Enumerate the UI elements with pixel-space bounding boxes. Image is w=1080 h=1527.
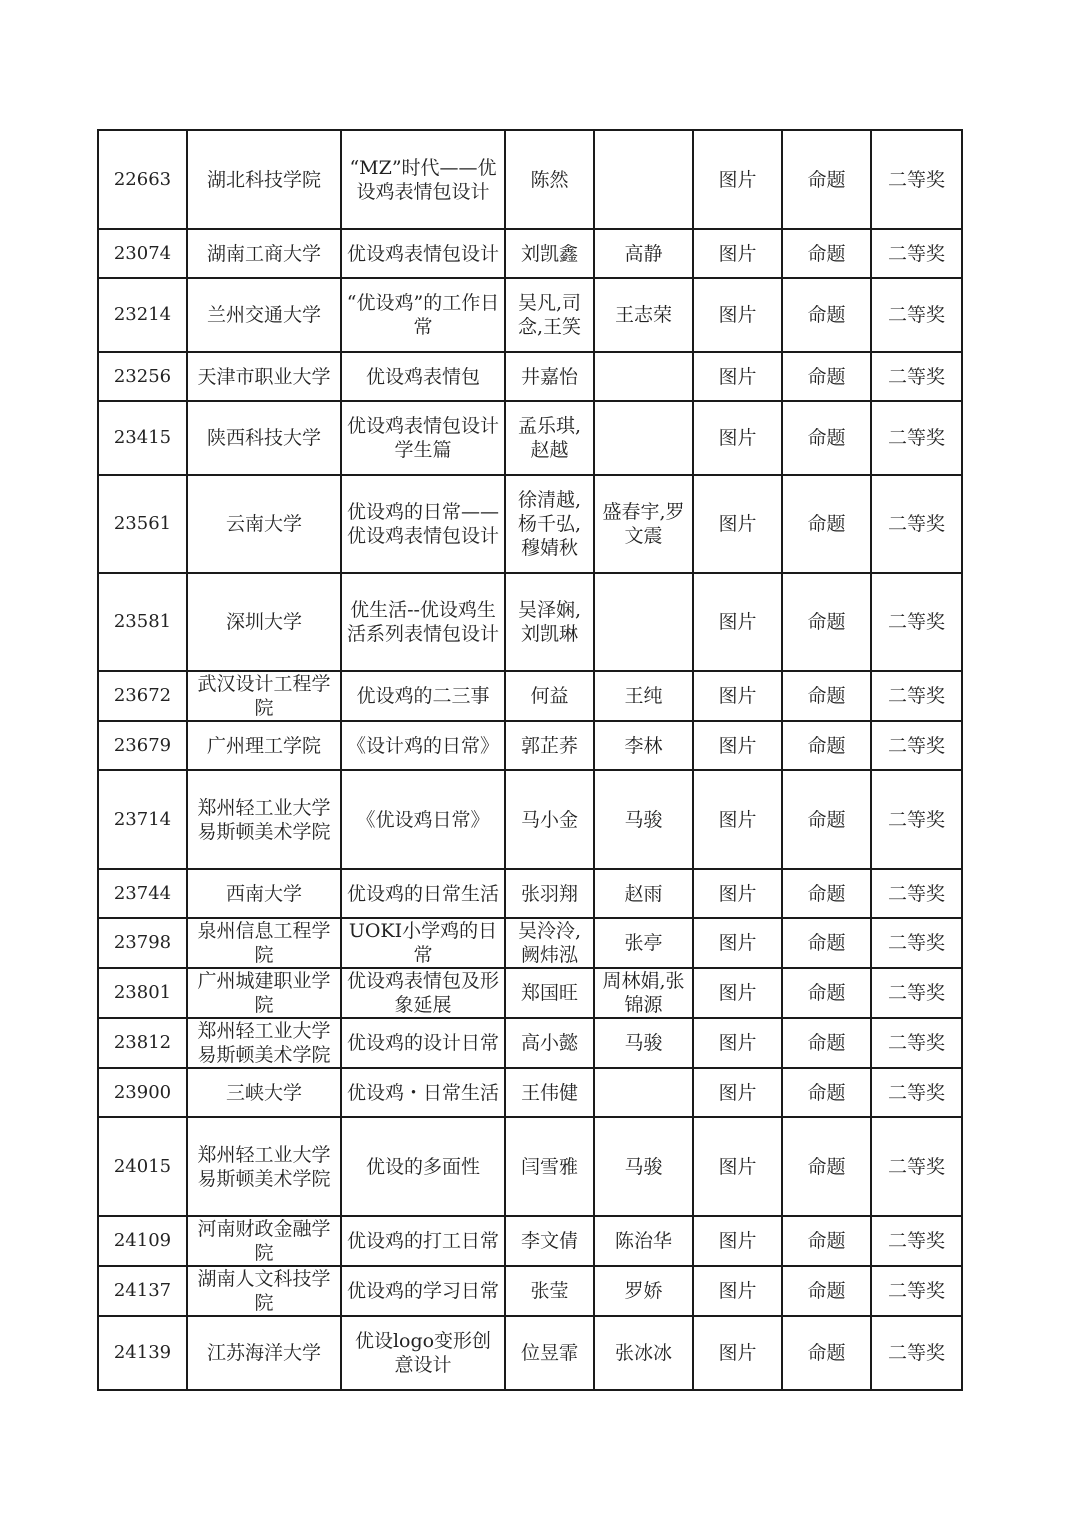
work-title-cell: 优设鸡的设计日常 — [341, 1018, 505, 1068]
work-type-cell: 图片 — [693, 1117, 782, 1216]
school-cell: 云南大学 — [187, 475, 341, 573]
category-cell: 命题 — [782, 1316, 871, 1390]
authors-cell: 陈然 — [505, 130, 594, 229]
advisor-cell — [594, 401, 693, 475]
authors-cell: 吴泠泠,阙炜泓 — [505, 918, 594, 968]
entry-id-cell: 23672 — [98, 671, 187, 721]
award-cell: 二等奖 — [871, 573, 962, 671]
entry-id-cell: 23812 — [98, 1018, 187, 1068]
award-cell: 二等奖 — [871, 401, 962, 475]
table-row — [98, 1216, 962, 1266]
category-cell: 命题 — [782, 1018, 871, 1068]
school-cell: 武汉设计工程学院 — [187, 671, 341, 721]
table-row — [98, 475, 962, 573]
table-row — [98, 352, 962, 401]
work-title-cell: 优设鸡的日常——优设鸡表情包设计 — [341, 475, 505, 573]
work-type-cell: 图片 — [693, 1018, 782, 1068]
entry-id-cell: 23074 — [98, 229, 187, 278]
entry-id-cell: 23744 — [98, 869, 187, 918]
authors-cell: 刘凯鑫 — [505, 229, 594, 278]
authors-cell: 高小懿 — [505, 1018, 594, 1068]
work-type-cell: 图片 — [693, 1068, 782, 1117]
school-cell: 陕西科技大学 — [187, 401, 341, 475]
authors-cell: 井嘉怡 — [505, 352, 594, 401]
school-cell: 天津市职业大学 — [187, 352, 341, 401]
award-cell: 二等奖 — [871, 475, 962, 573]
award-cell: 二等奖 — [871, 1316, 962, 1390]
work-title-cell: 优生活--优设鸡生活系列表情包设计 — [341, 573, 505, 671]
school-cell: 广州理工学院 — [187, 721, 341, 770]
advisor-cell: 周林娟,张锦源 — [594, 968, 693, 1018]
entry-id-cell: 23415 — [98, 401, 187, 475]
award-cell: 二等奖 — [871, 918, 962, 968]
work-type-cell: 图片 — [693, 1216, 782, 1266]
work-title-cell: 优设鸡的日常生活 — [341, 869, 505, 918]
work-title-cell: 优设鸡・日常生活 — [341, 1068, 505, 1117]
entry-id-cell: 24139 — [98, 1316, 187, 1390]
authors-cell: 位昱霏 — [505, 1316, 594, 1390]
award-cell: 二等奖 — [871, 721, 962, 770]
authors-cell: 马小金 — [505, 770, 594, 869]
school-cell: 泉州信息工程学院 — [187, 918, 341, 968]
award-cell: 二等奖 — [871, 671, 962, 721]
work-title-cell: 《优设鸡日常》 — [341, 770, 505, 869]
award-cell: 二等奖 — [871, 1117, 962, 1216]
advisor-cell: 张亭 — [594, 918, 693, 968]
advisor-cell: 马骏 — [594, 770, 693, 869]
school-cell: 郑州轻工业大学易斯顿美术学院 — [187, 1018, 341, 1068]
table-row — [98, 1068, 962, 1117]
authors-cell: 张莹 — [505, 1266, 594, 1316]
school-cell: 湖南人文科技学院 — [187, 1266, 341, 1316]
advisor-cell — [594, 130, 693, 229]
work-title-cell: 优设鸡的二三事 — [341, 671, 505, 721]
table-row — [98, 573, 962, 671]
school-cell: 广州城建职业学院 — [187, 968, 341, 1018]
authors-cell: 吴凡,司念,王笑 — [505, 278, 594, 352]
work-title-cell: “优设鸡”的工作日常 — [341, 278, 505, 352]
work-title-cell: “MZ”时代——优设鸡表情包设计 — [341, 130, 505, 229]
work-type-cell: 图片 — [693, 573, 782, 671]
award-cell: 二等奖 — [871, 869, 962, 918]
work-title-cell: 优设鸡表情包及形象延展 — [341, 968, 505, 1018]
category-cell: 命题 — [782, 671, 871, 721]
award-cell: 二等奖 — [871, 278, 962, 352]
award-cell: 二等奖 — [871, 1216, 962, 1266]
table-row — [98, 1117, 962, 1216]
school-cell: 深圳大学 — [187, 573, 341, 671]
award-cell: 二等奖 — [871, 770, 962, 869]
authors-cell: 何益 — [505, 671, 594, 721]
entry-id-cell: 23679 — [98, 721, 187, 770]
category-cell: 命题 — [782, 770, 871, 869]
advisor-cell: 王志荣 — [594, 278, 693, 352]
category-cell: 命题 — [782, 278, 871, 352]
school-cell: 郑州轻工业大学易斯顿美术学院 — [187, 1117, 341, 1216]
award-cell: 二等奖 — [871, 1266, 962, 1316]
category-cell: 命题 — [782, 1068, 871, 1117]
category-cell: 命题 — [782, 352, 871, 401]
category-cell: 命题 — [782, 1216, 871, 1266]
category-cell: 命题 — [782, 1266, 871, 1316]
advisor-cell — [594, 352, 693, 401]
work-type-cell: 图片 — [693, 869, 782, 918]
awards-table — [97, 129, 963, 1391]
entry-id-cell: 23798 — [98, 918, 187, 968]
entry-id-cell: 22663 — [98, 130, 187, 229]
school-cell: 河南财政金融学院 — [187, 1216, 341, 1266]
award-cell: 二等奖 — [871, 352, 962, 401]
category-cell: 命题 — [782, 130, 871, 229]
advisor-cell: 张冰冰 — [594, 1316, 693, 1390]
work-title-cell: 优设的多面性 — [341, 1117, 505, 1216]
table-row — [98, 401, 962, 475]
entry-id-cell: 23801 — [98, 968, 187, 1018]
table-row — [98, 671, 962, 721]
school-cell: 江苏海洋大学 — [187, 1316, 341, 1390]
advisor-cell: 马骏 — [594, 1018, 693, 1068]
work-type-cell: 图片 — [693, 475, 782, 573]
school-cell: 郑州轻工业大学易斯顿美术学院 — [187, 770, 341, 869]
advisor-cell — [594, 1068, 693, 1117]
school-cell: 湖南工商大学 — [187, 229, 341, 278]
advisor-cell: 陈治华 — [594, 1216, 693, 1266]
entry-id-cell: 23561 — [98, 475, 187, 573]
advisor-cell: 李林 — [594, 721, 693, 770]
table-row — [98, 721, 962, 770]
category-cell: 命题 — [782, 869, 871, 918]
category-cell: 命题 — [782, 475, 871, 573]
work-type-cell: 图片 — [693, 721, 782, 770]
authors-cell: 张羽翔 — [505, 869, 594, 918]
advisor-cell: 马骏 — [594, 1117, 693, 1216]
advisor-cell: 高静 — [594, 229, 693, 278]
school-cell: 湖北科技学院 — [187, 130, 341, 229]
authors-cell: 郑国旺 — [505, 968, 594, 1018]
entry-id-cell: 23214 — [98, 278, 187, 352]
work-type-cell: 图片 — [693, 130, 782, 229]
table-row — [98, 229, 962, 278]
table-row — [98, 968, 962, 1018]
entry-id-cell: 23581 — [98, 573, 187, 671]
award-cell: 二等奖 — [871, 130, 962, 229]
work-title-cell: 优设鸡表情包设计学生篇 — [341, 401, 505, 475]
advisor-cell: 赵雨 — [594, 869, 693, 918]
work-type-cell: 图片 — [693, 671, 782, 721]
advisor-cell: 王纯 — [594, 671, 693, 721]
entry-id-cell: 23714 — [98, 770, 187, 869]
entry-id-cell: 23256 — [98, 352, 187, 401]
work-type-cell: 图片 — [693, 401, 782, 475]
award-cell: 二等奖 — [871, 1068, 962, 1117]
work-type-cell: 图片 — [693, 229, 782, 278]
work-title-cell: 优设鸡表情包 — [341, 352, 505, 401]
authors-cell: 王伟健 — [505, 1068, 594, 1117]
table-body — [98, 130, 962, 1390]
work-type-cell: 图片 — [693, 1266, 782, 1316]
entry-id-cell: 24109 — [98, 1216, 187, 1266]
table-row — [98, 278, 962, 352]
table-row — [98, 869, 962, 918]
school-cell: 西南大学 — [187, 869, 341, 918]
table-row — [98, 1018, 962, 1068]
authors-cell: 吴泽娴,刘凯琳 — [505, 573, 594, 671]
table-row — [98, 770, 962, 869]
category-cell: 命题 — [782, 918, 871, 968]
work-type-cell: 图片 — [693, 1316, 782, 1390]
table-row — [98, 918, 962, 968]
authors-cell: 郭芷荞 — [505, 721, 594, 770]
work-title-cell: 《设计鸡的日常》 — [341, 721, 505, 770]
category-cell: 命题 — [782, 1117, 871, 1216]
work-type-cell: 图片 — [693, 770, 782, 869]
school-cell: 兰州交通大学 — [187, 278, 341, 352]
entry-id-cell: 23900 — [98, 1068, 187, 1117]
entry-id-cell: 24137 — [98, 1266, 187, 1316]
award-cell: 二等奖 — [871, 1018, 962, 1068]
award-cell: 二等奖 — [871, 968, 962, 1018]
work-type-cell: 图片 — [693, 968, 782, 1018]
work-type-cell: 图片 — [693, 352, 782, 401]
work-type-cell: 图片 — [693, 278, 782, 352]
advisor-cell: 盛春宇,罗文震 — [594, 475, 693, 573]
entry-id-cell: 24015 — [98, 1117, 187, 1216]
advisor-cell: 罗娇 — [594, 1266, 693, 1316]
work-title-cell: 优设logo变形创意设计 — [341, 1316, 505, 1390]
table-row — [98, 1266, 962, 1316]
category-cell: 命题 — [782, 573, 871, 671]
work-type-cell: 图片 — [693, 918, 782, 968]
work-title-cell: 优设鸡表情包设计 — [341, 229, 505, 278]
category-cell: 命题 — [782, 721, 871, 770]
school-cell: 三峡大学 — [187, 1068, 341, 1117]
work-title-cell: 优设鸡的学习日常 — [341, 1266, 505, 1316]
authors-cell: 李文倩 — [505, 1216, 594, 1266]
authors-cell: 孟乐琪,赵越 — [505, 401, 594, 475]
advisor-cell — [594, 573, 693, 671]
award-cell: 二等奖 — [871, 229, 962, 278]
authors-cell: 徐清越,杨千弘,穆婧秋 — [505, 475, 594, 573]
authors-cell: 闫雪雅 — [505, 1117, 594, 1216]
work-title-cell: 优设鸡的打工日常 — [341, 1216, 505, 1266]
table-row — [98, 130, 962, 229]
category-cell: 命题 — [782, 968, 871, 1018]
table-row — [98, 1316, 962, 1390]
work-title-cell: UOKI小学鸡的日常 — [341, 918, 505, 968]
category-cell: 命题 — [782, 401, 871, 475]
category-cell: 命题 — [782, 229, 871, 278]
